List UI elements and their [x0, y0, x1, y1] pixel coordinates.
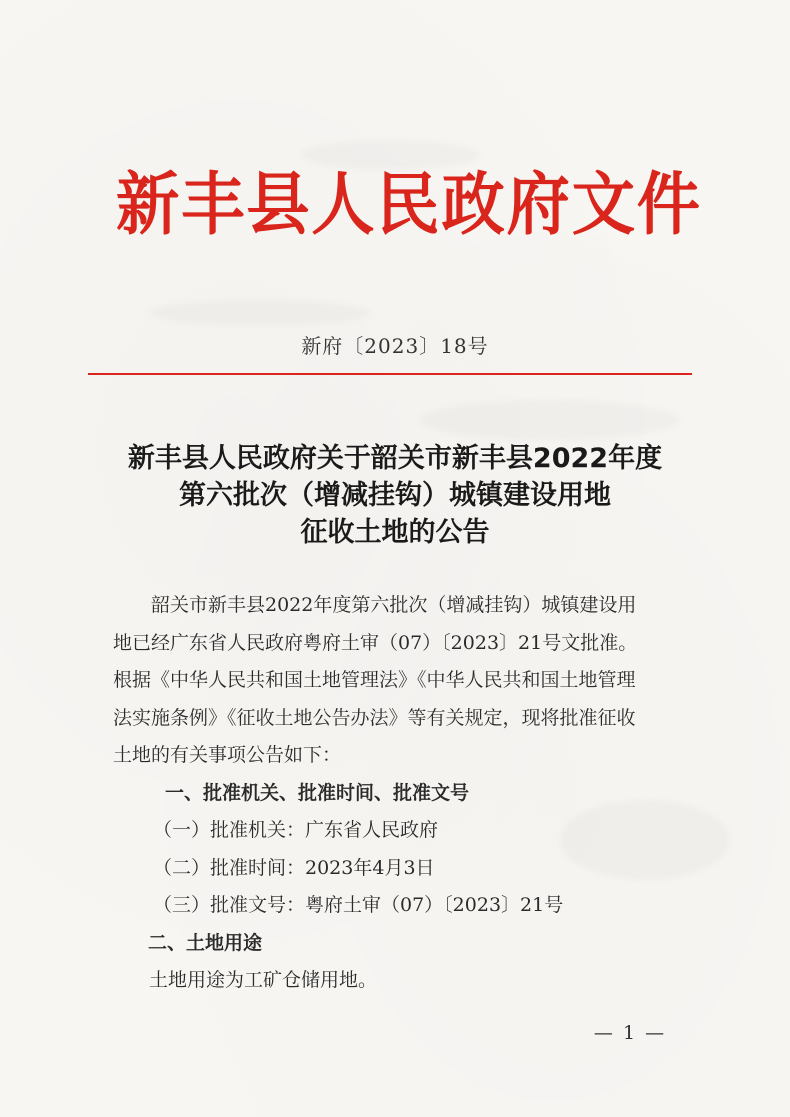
paragraph-line: 韶关市新丰县2022年度第六批次（增减挂钩）城镇建设用: [151, 594, 637, 616]
section-item: （二）批准时间：2023年4月3日: [153, 856, 435, 879]
masthead-title: 新丰县人民政府文件: [116, 166, 702, 245]
section-item: （一）批准机关：广东省人民政府: [153, 819, 439, 841]
title-line: 征收土地的公告: [300, 517, 490, 548]
paragraph-line: 法实施条例》《征收土地公告办法》等有关规定，现将批准征收: [113, 706, 636, 729]
title-line: 第六批次（增减挂钩）城镇建设用地: [179, 480, 611, 511]
section-text: 土地用途为工矿仓储用地。: [149, 969, 378, 991]
paragraph-line: 根据《中华人民共和国土地管理法》《中华人民共和国土地管理: [113, 669, 636, 691]
title-line: 新丰县人民政府关于韶关市新丰县2022年度: [127, 443, 663, 474]
section-heading: 一、批准机关、批准时间、批准文号: [165, 781, 470, 804]
section-item: （三）批准文号：粤府土审（07）〔2023〕21号: [153, 894, 564, 916]
scan-smudge: [420, 400, 680, 440]
red-divider-line: [88, 373, 692, 375]
paragraph-line: 土地的有关事项公告如下：: [113, 744, 342, 766]
section-heading: 二、土地用途: [148, 931, 263, 954]
page-number: — 1 —: [593, 1022, 667, 1044]
document-number: 新府〔2023〕18号: [301, 334, 489, 358]
intro-paragraph: [113, 587, 713, 775]
paragraph-line: 地已经广东省人民政府粤府土审（07）〔2023〕21号文批准。: [113, 631, 638, 654]
announcement-title: [95, 440, 695, 551]
document-body: [113, 587, 713, 1000]
scan-smudge: [150, 300, 370, 326]
